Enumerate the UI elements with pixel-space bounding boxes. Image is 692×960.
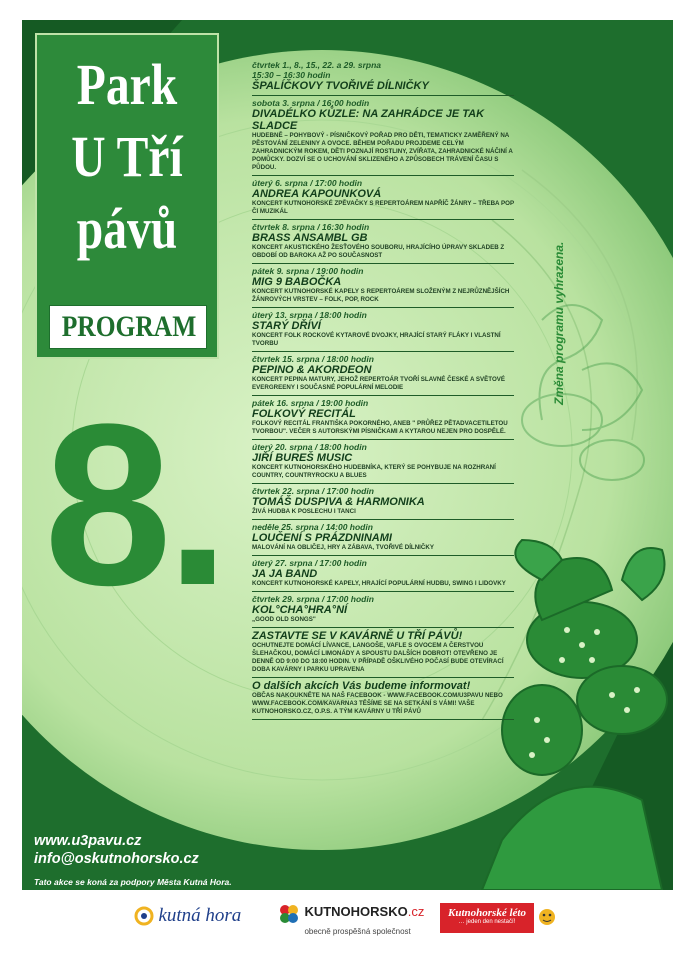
title-line-1: Park xyxy=(76,52,178,117)
event-date: úterý 27. srpna / 17:00 hodin xyxy=(252,558,367,568)
event-item xyxy=(252,556,514,592)
event-item xyxy=(252,96,514,176)
event-title: LOUČENÍ S PRÁZDNINAMI xyxy=(252,532,392,544)
event-date: čtvrtek 1., 8., 15., 22. a 29. srpna xyxy=(252,60,381,70)
event-date: čtvrtek 22. srpna / 17:00 hodin xyxy=(252,486,374,496)
sponsor-logos xyxy=(0,895,692,955)
event-title: KOL°CHA°HRA°NÍ xyxy=(252,604,348,616)
kutna-hora-icon xyxy=(134,905,154,927)
event-description: KONCERT KUTNOHORSKÉ KAPELY S REPERTOÁREM SLOŽENÝM Z NEJRŮZNĚJŠÍCH ŽÁNROVÝCH VRSTEV – FOLK, POP, ROCK xyxy=(252,288,510,303)
event-item xyxy=(252,678,514,720)
event-item xyxy=(252,628,514,678)
event-item xyxy=(252,396,514,440)
event-description: OBČAS NAKOUKNĚTE NA NAŠ FACEBOOK - WWW.FACEBOOK.COM/U3PAVU NEBO WWW.FACEBOOK.COM/KAVARNA3 TĚŠÍME SE NA SETKÁNÍ S VÁMI! VAŠE KUTNOHORSKO.CZ, O.P.S. A TÝM KAVÁRNY U TŘÍ PÁVŮ xyxy=(252,692,503,715)
event-title: STARÝ DŘÍVÍ xyxy=(252,320,321,332)
event-title: JIŘÍ BUREŠ MUSIC xyxy=(252,452,353,464)
event-description: KONCERT KUTNOHORSKÉ KAPELY, HRAJÍCÍ POPULÁRNÍ HUDBU, SWING I LIDOVKY xyxy=(252,580,506,587)
event-description: KONCERT PEPINA MATURY, JEHOŽ REPERTOÁR TVOŘÍ SLAVNÉ ČESKÉ A SVĚTOVÉ EVERGREENY I SOUČASNÉ POPULÁRNÍ MELODIE xyxy=(252,376,506,391)
title-line-2: U Tří xyxy=(71,124,183,189)
event-item xyxy=(252,484,514,520)
program-label: PROGRAM xyxy=(61,310,197,343)
event-title: BRASS ANSAMBL GB xyxy=(252,232,368,244)
event-item xyxy=(252,264,514,308)
side-note: Změna programu vyhrazena. xyxy=(552,241,566,405)
email-link[interactable]: info@oskutnohorsko.cz xyxy=(34,851,199,867)
event-title: ŠPALÍČKOVY TVOŘIVÉ DÍLNIČKY xyxy=(252,80,429,92)
event-item xyxy=(252,176,514,220)
sun-mascot-icon xyxy=(536,905,558,929)
event-title: JA JA BAND xyxy=(252,568,318,580)
event-date: úterý 20. srpna / 18:00 hodin xyxy=(252,442,367,452)
event-title: DIVADÉLKO KŮZLE: NA ZAHRÁDCE JE TAK SLADCE xyxy=(252,108,485,132)
program-band xyxy=(49,305,207,349)
event-date: sobota 3. srpna / 16:00 hodin xyxy=(252,98,370,108)
kutnohorsko-icon xyxy=(278,903,300,925)
event-description: KONCERT KUTNOHORSKÉ ZPĚVAČKY S REPERTOÁREM NAPŘÍČ ŽÁNRY – TŘEBA POP ČI MUZIKÁL xyxy=(252,200,514,215)
event-description: OCHUTNEJTE DOMÁCÍ LÍVANCE, LANGOŠE, VAFLE S OVOCEM A ČERSTVOU ŠLEHAČKOU, DOMÁCÍ LIMONÁDY A SPOUSTU DALŠÍCH DOBROT! OTEVŘENO JE DENNĚ OD 9:00 DO 18:00 HODIN. V PŘÍPADĚ OŠKLIVÉHO POČASÍ BUDE OTEVÍRACÍ DOBA KAVÁRNY I PARKU UPRAVENA xyxy=(252,642,504,673)
event-title: MIG 9 BABOČKA xyxy=(252,276,342,288)
event-description: KONCERT KUTNOHORSKÉHO HUDEBNÍKA, KTERÝ SE POHYBUJE NA ROZHRANÍ COUNTRY, COUNTRYROCKU A BLUES xyxy=(252,464,496,479)
event-item xyxy=(252,592,514,628)
event-item xyxy=(252,440,514,484)
event-date: neděle 25. srpna / 14:00 hodin xyxy=(252,522,373,532)
event-date: úterý 13. srpna / 18:00 hodin xyxy=(252,310,367,320)
event-title: FOLKOVÝ RECITÁL xyxy=(252,408,356,420)
kutnohorsko-subtext: obecně prospěšná společnost xyxy=(304,927,411,936)
kutnohorsko-cz: .cz xyxy=(407,904,425,919)
event-item xyxy=(252,58,514,96)
event-item xyxy=(252,308,514,352)
event-item xyxy=(252,520,514,556)
event-date: čtvrtek 15. srpna / 18:00 hodin xyxy=(252,354,374,364)
event-title: O dalších akcích Vás budeme informovat! xyxy=(252,680,471,692)
event-description: KONCERT AKUSTICKÉHO ŽESŤOVÉHO SOUBORU, HRAJÍCÍHO ÚPRAVY SKLADEB Z OBDOBÍ OD BAROKA AŽ PO SOUČASNOST xyxy=(252,244,505,259)
event-title: ZASTAVTE SE V KAVÁRNĚ U TŘÍ PÁVŮ! xyxy=(252,630,463,642)
kutna-hora-text: kutná hora xyxy=(158,905,242,926)
contact-block xyxy=(34,832,199,868)
kutnohorsko-logo xyxy=(278,903,424,939)
event-description: KONCERT FOLK ROCKOVÉ KYTAROVÉ DVOJKY, HRAJÍCÍ STARÝ FLÁKY I VLASTNÍ TVORBU xyxy=(252,332,501,347)
event-date: pátek 9. srpna / 19:00 hodin xyxy=(252,266,364,276)
event-description: MALOVÁNÍ NA OBLIČEJ, HRY A ZÁBAVA, TVOŘIVÉ DÍLNIČKY xyxy=(252,544,434,551)
poster xyxy=(22,20,673,890)
event-description: FOLKOVÝ RECITÁL FRANTIŠKA POKORNÉHO, ANEB " PRŮŘEZ PĚTADVACETILETOU TVORBOU". VEČER S AUTORSKÝMI PÍSNIČKAMI A KYTAROU NEJEN PRO DOSPĚLÉ. xyxy=(252,420,508,435)
event-item xyxy=(252,220,514,264)
event-date: čtvrtek 29. srpna / 17:00 hodin xyxy=(252,594,374,604)
kutna-hora-logo xyxy=(134,905,241,927)
event-description: ŽIVÁ HUDBA K POSLECHU I TANCI xyxy=(252,508,356,515)
event-list xyxy=(252,58,514,720)
event-description: „GOOD OLD SONGS" xyxy=(252,616,316,623)
event-description: HUDEBNĚ – POHYBOVÝ - PÍSNIČKOVÝ POŘAD PRO DĚTI, TEMATICKY ZAMĚŘENÝ NA PĚSTOVÁNÍ ZELENINY A OVOCE. BĚHEM POŘADU PROJDEME CELÝM ZAHRADNICKÝM ROKEM, DĚTI POZNAJÍ ROSTLINY, ZVÍŘATA, ZAHRADNICKÉ NÁČINÍ A POMŮCKY. DOZVÍ SE O UCHOVÁNÍ SKLIZENÉHO A ZPŮSOBECH TRÁVENÍ ČASU S PŮDOU. xyxy=(252,132,513,171)
event-title: PEPINO & AKORDEON xyxy=(252,364,372,376)
kutnohorske-leto-logo xyxy=(440,903,534,933)
title-line-3: pávů xyxy=(76,196,178,261)
support-note: Tato akce se koná za podpory Města Kutná Hora. xyxy=(34,877,232,887)
event-title: TOMÁŠ DUSPIVA & HARMONIKA xyxy=(252,496,425,508)
kutnohorsko-text: KUTNOHORSKO xyxy=(304,904,408,919)
leto-subtitle: … jeden den nestačí! xyxy=(458,919,516,925)
event-date: čtvrtek 8. srpna / 16:30 hodin xyxy=(252,222,370,232)
leto-title: Kutnohorské léto xyxy=(448,907,526,919)
web-link[interactable]: www.u3pavu.cz xyxy=(34,833,142,849)
event-time: 15:30 – 16:30 hodin xyxy=(252,70,331,80)
event-date: pátek 16. srpna / 19:00 hodin xyxy=(252,398,369,408)
event-item xyxy=(252,352,514,396)
big-number: 8. xyxy=(44,376,224,633)
event-date: úterý 6. srpna / 17:00 hodin xyxy=(252,178,363,188)
event-title: ANDREA KAPOUNKOVÁ xyxy=(252,188,382,200)
title-box xyxy=(35,33,219,359)
